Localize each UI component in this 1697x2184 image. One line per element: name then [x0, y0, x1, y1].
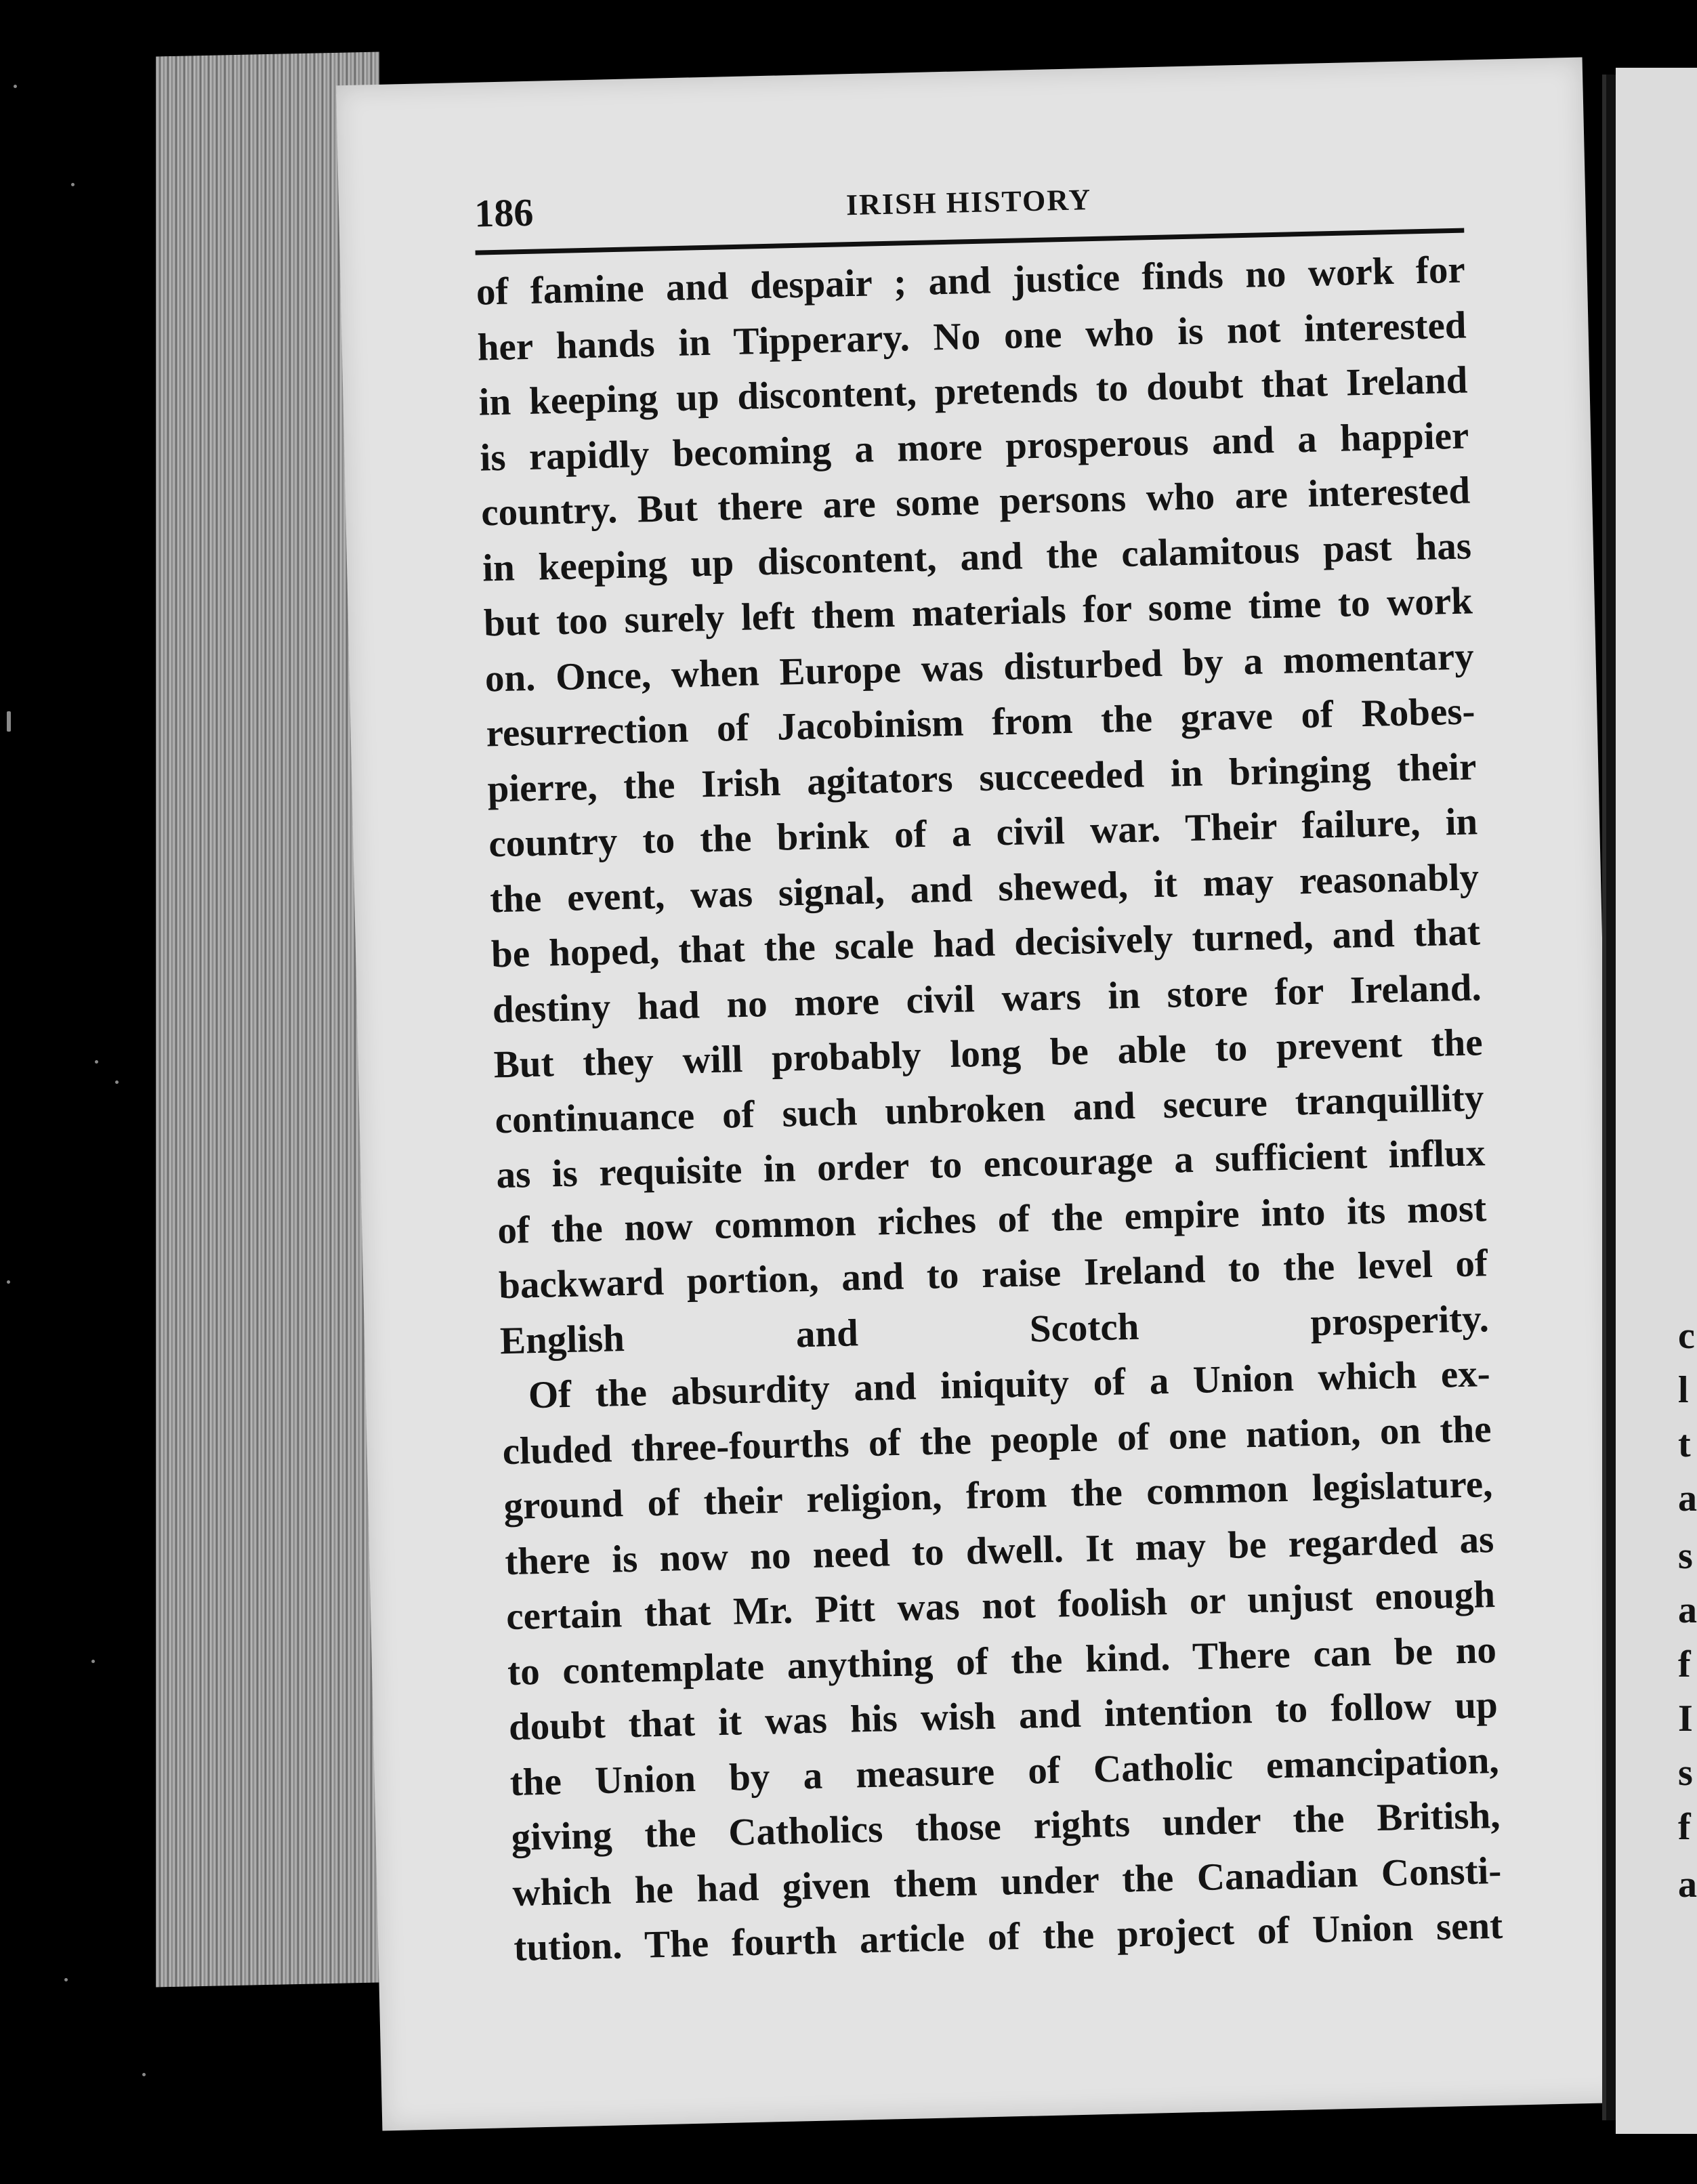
scan-speck: [7, 711, 11, 732]
scan-speck: [64, 1978, 68, 1981]
text-line: to contemplate anything of the kind. There can be no: [507, 1628, 1497, 1694]
text-line: is rapidly becoming a more prosperous and a happier: [479, 413, 1469, 480]
text-line: in keeping up discontent, and the calamitous past has: [482, 524, 1472, 590]
scan-speck: [142, 2073, 146, 2076]
scan-speck: [7, 1280, 10, 1284]
text-line: giving the Catholics those rights under the British,: [511, 1793, 1501, 1860]
text-line: in keeping up discontent, pretends to doubt that Ireland: [478, 358, 1468, 424]
text-line: as is requisite in order to encourage a sufficient influx: [495, 1131, 1486, 1197]
text-line: the Union by a measure of Catholic emancipation,: [509, 1738, 1500, 1804]
scan-speck: [91, 1660, 95, 1663]
facing-page-glyph: s: [1678, 1752, 1693, 1794]
facing-page-fragment: [1602, 0, 1697, 2184]
facing-page-glyph: l: [1678, 1369, 1689, 1411]
text-line: certain that Mr. Pitt was not foolish or unjust enough: [505, 1573, 1496, 1639]
text-line: pierre, the Irish agitators succeeded in bringing their: [486, 744, 1477, 810]
text-line: English and Scotch prosperity.: [499, 1297, 1490, 1362]
text-line: of the now common riches of the empire into its most: [497, 1186, 1487, 1252]
facing-page-glyph: c: [1678, 1315, 1695, 1357]
scan-speck: [115, 1080, 119, 1084]
facing-page-glyph: I: [1678, 1698, 1693, 1740]
text-line: continuance of such unbroken and secure tranquillity: [494, 1076, 1485, 1141]
scan-speck: [14, 85, 17, 88]
text-line: ground of their religion, from the common legislature,: [503, 1463, 1493, 1528]
text-line: doubt that it was his wish and intention to follow up: [508, 1683, 1499, 1749]
facing-page-glyph: f: [1678, 1806, 1691, 1848]
facing-page-glyph: a: [1678, 1589, 1697, 1631]
text-line: which he had given them under the Canadian Consti-: [511, 1849, 1502, 1914]
text-line: of famine and despair ; and justice finds no work for: [476, 248, 1466, 314]
running-head: IRISH HISTORY: [845, 183, 1092, 222]
text-line: cluded three-fourths of the people of one nation, on the: [502, 1407, 1492, 1473]
facing-page-glyph: t: [1678, 1423, 1691, 1465]
text-line: on. Once, when Europe was disturbed by a momentary: [484, 634, 1475, 700]
book-page: [336, 58, 1629, 2131]
text-line: But they will probably long be able to prevent the: [493, 1021, 1484, 1087]
text-line: her hands in Tipperary. No one who is not interested: [477, 303, 1467, 369]
text-line: country. But there are some persons who are interested: [480, 469, 1471, 534]
text-line: there is now no need to dwell. It may be regarded as: [504, 1517, 1494, 1583]
text-line: destiny had no more civil wars in store for Ireland.: [492, 965, 1482, 1031]
body-text: [476, 243, 1503, 1976]
text-line: the event, was signal, and shewed, it may reasonably: [489, 855, 1480, 921]
facing-page-glyph: s: [1678, 1535, 1693, 1577]
text-line: but too surely left them materials for some time to work: [483, 579, 1473, 645]
page-content: [474, 162, 1503, 1976]
scan-speck: [95, 1060, 98, 1064]
facing-page-glyph: a: [1678, 1864, 1697, 1906]
text-line: country to the brink of a civil war. Their failure, in: [488, 800, 1478, 866]
text-line: resurrection of Jacobinism from the grave of Robes-: [486, 690, 1476, 755]
text-line: be hoped, that the scale had decisively turned, and that: [490, 910, 1481, 976]
scan-speck: [71, 183, 75, 186]
facing-page-glyph: a: [1678, 1477, 1697, 1519]
text-line: backward portion, and to raise Ireland to the level of: [498, 1242, 1488, 1307]
text-line: Of the absurdity and iniquity of a Union which ex-: [528, 1352, 1491, 1417]
page-number: 186: [474, 190, 535, 236]
text-line: tution. The fourth article of the project of Union sent: [513, 1904, 1503, 1970]
facing-page-glyph: f: [1678, 1643, 1691, 1685]
